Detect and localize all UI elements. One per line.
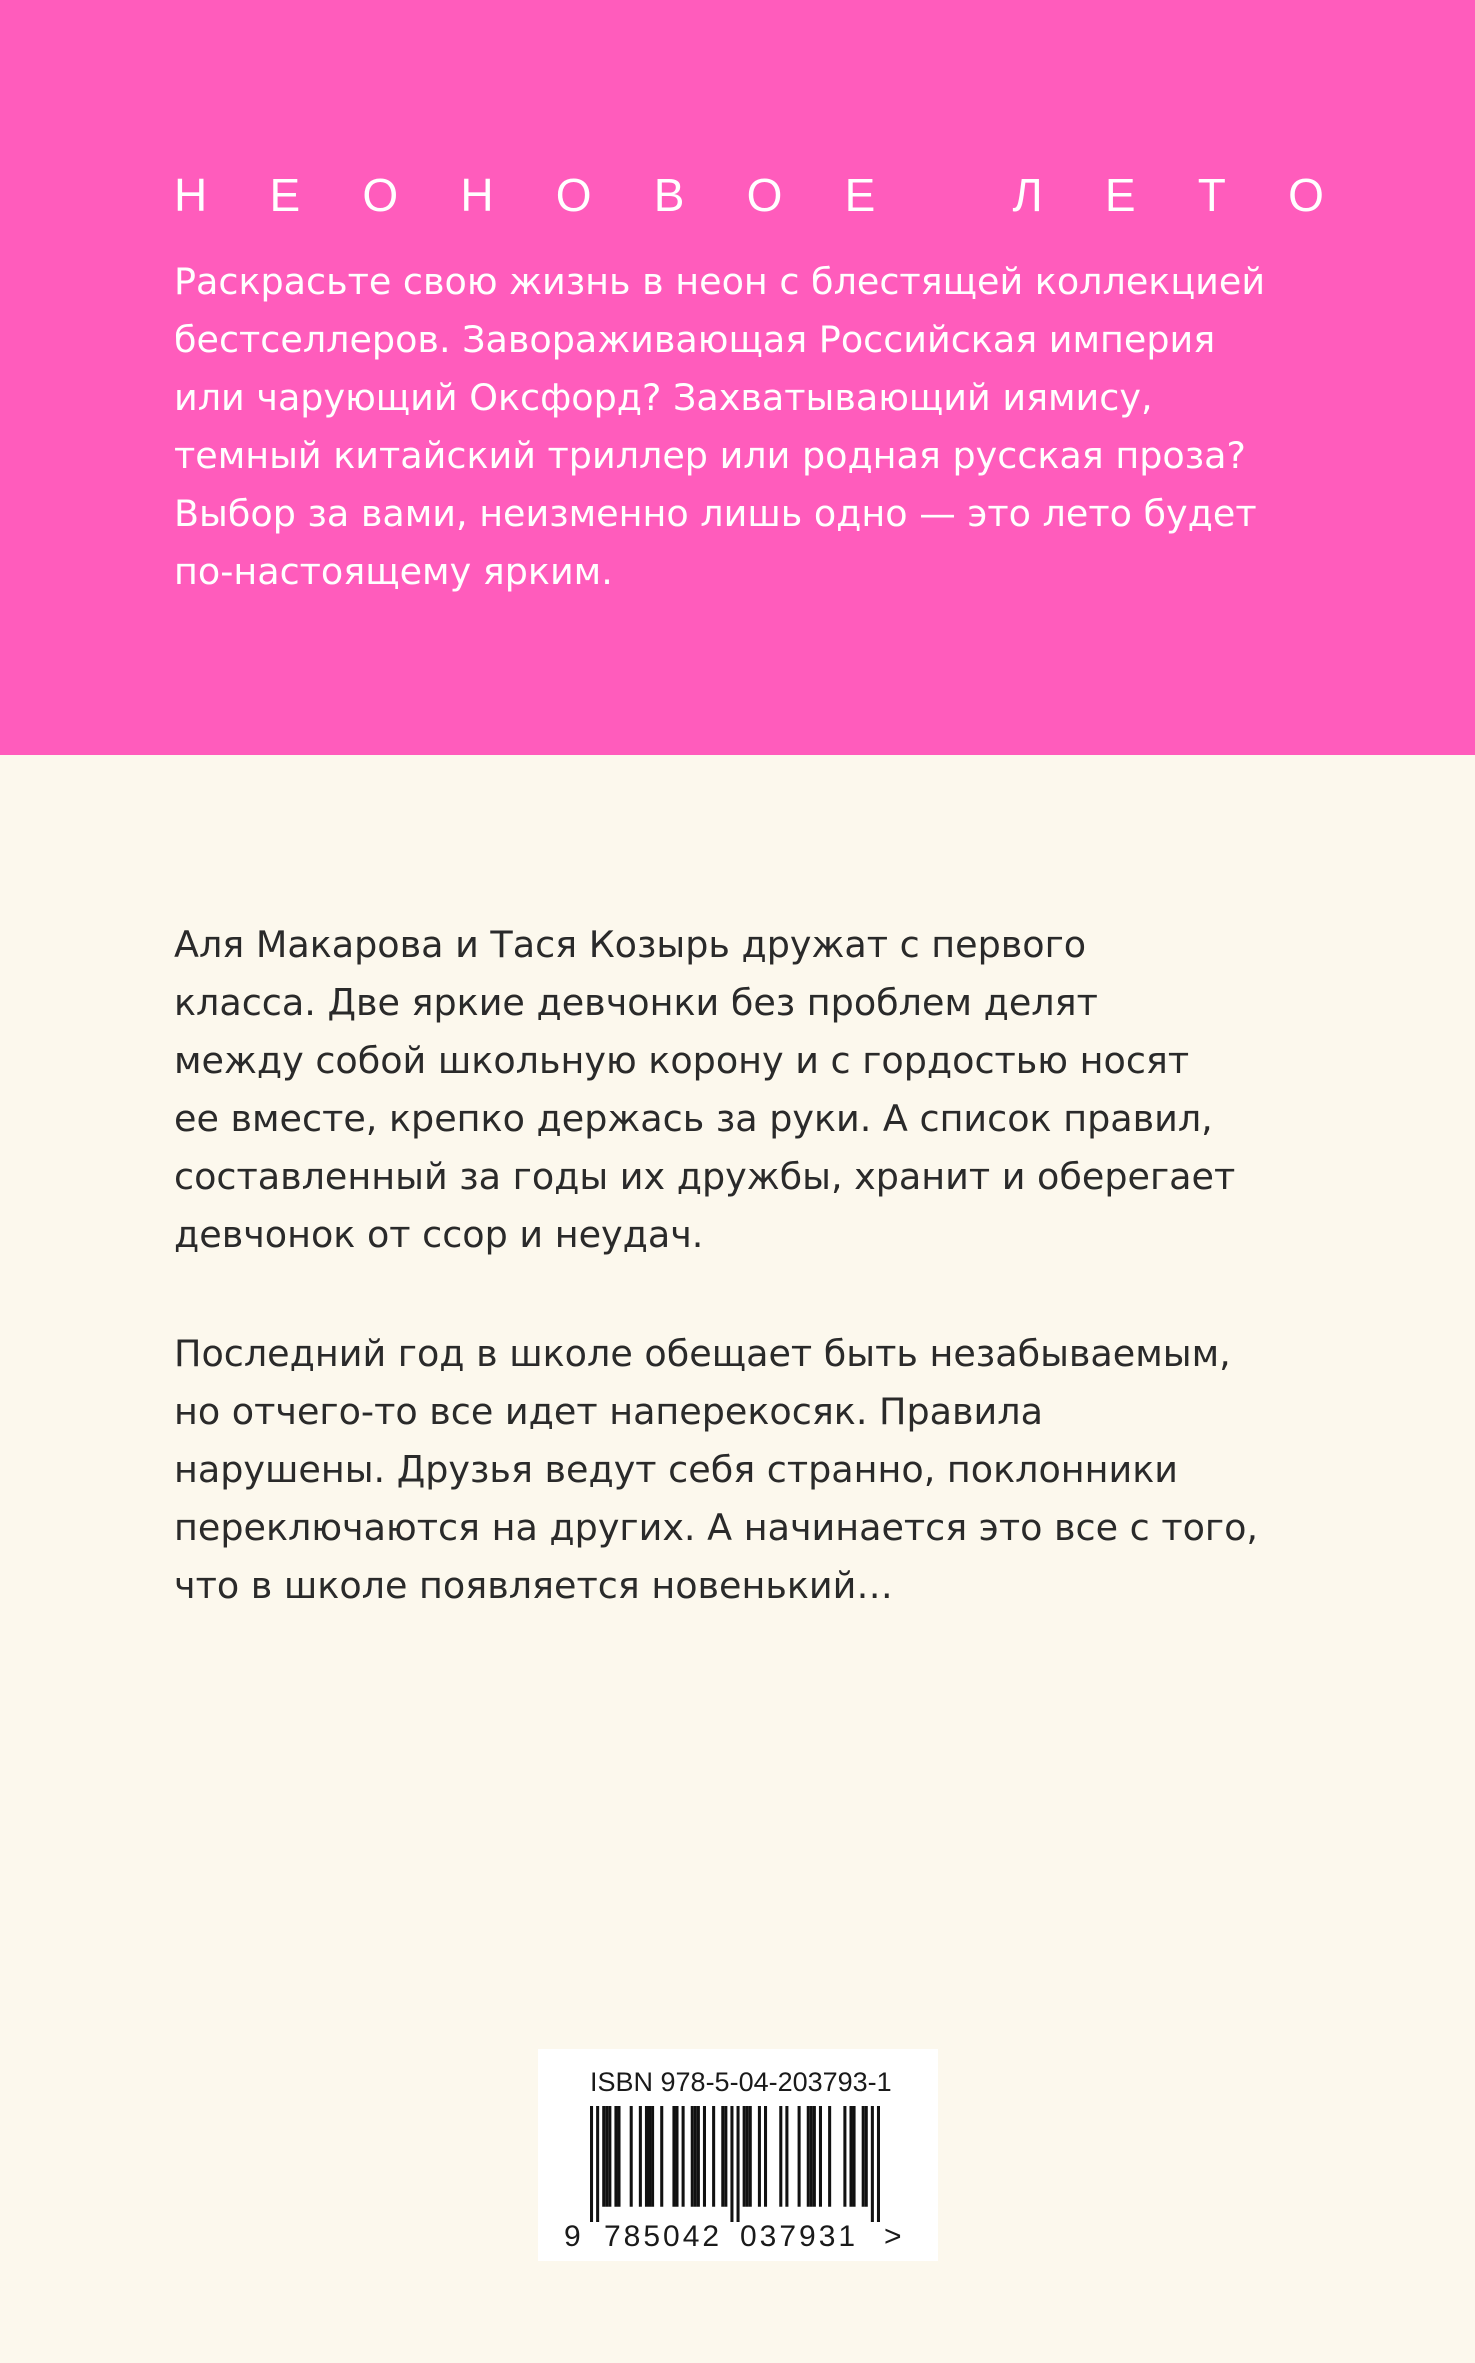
series-title-letter: О <box>362 169 399 221</box>
series-title-letter: Е <box>269 169 301 221</box>
barcode-digit-lead: 9 <box>564 2220 581 2253</box>
barcode-guard-bar <box>871 2106 874 2222</box>
barcode-bar <box>721 2106 724 2207</box>
barcode-bar <box>703 2106 706 2207</box>
barcode-bar <box>617 2106 620 2207</box>
series-title-letter: О <box>746 169 783 221</box>
series-title-letter: В <box>653 169 685 221</box>
barcode-bar <box>758 2106 761 2207</box>
series-blurb <box>174 253 1374 601</box>
barcode-bar <box>828 2106 831 2207</box>
annotation-line: что в школе появляется новенький… <box>174 1564 893 1607</box>
barcode-bar <box>630 2106 633 2207</box>
barcode-bar <box>862 2106 865 2207</box>
barcode-guard-bar <box>596 2106 599 2222</box>
barcode-bar <box>645 2106 648 2207</box>
series-title-letter: Л <box>1012 169 1043 221</box>
series-title-letter: Т <box>1197 169 1226 221</box>
barcode-bars <box>590 2106 880 2222</box>
barcode-bar <box>819 2106 822 2207</box>
annotation-line: класса. Две яркие девчонки без проблем делят <box>174 981 1098 1024</box>
annotation-paragraph-1 <box>174 916 1324 1264</box>
barcode-guard-bar <box>590 2106 593 2222</box>
barcode-bar <box>743 2106 746 2207</box>
barcode-bar <box>843 2106 846 2207</box>
barcode-bar <box>614 2106 617 2207</box>
isbn-label: ISBN 978-5-04-203793-1 <box>590 2067 892 2097</box>
blurb-line: бестселлеров. Завораживающая Российская империя <box>174 318 1216 361</box>
barcode-bar <box>865 2106 868 2207</box>
blurb-line: Выбор за вами, неизменно лишь одно — это лето будет <box>174 492 1257 535</box>
barcode-bar <box>682 2106 685 2207</box>
annotation-line: ее вместе, крепко держась за руки. А список правил, <box>174 1097 1213 1140</box>
barcode-bar <box>660 2106 663 2207</box>
annotation-line: Аля Макарова и Тася Козырь дружат с первого <box>174 923 1087 966</box>
barcode-bar <box>798 2106 801 2207</box>
barcode-bar <box>712 2106 715 2207</box>
annotation-line: нарушены. Друзья ведут себя странно, поклонники <box>174 1448 1179 1491</box>
barcode-bar <box>764 2106 767 2207</box>
annotation-line: но отчего-то все идет наперекосяк. Правила <box>174 1390 1043 1433</box>
barcode-digit-group-right: 037931 <box>740 2220 859 2253</box>
blurb-line: по-настоящему ярким. <box>174 550 613 593</box>
series-title-space <box>938 160 951 230</box>
blurb-line: темный китайский триллер или родная русская проза? <box>174 434 1246 477</box>
annotation-line: Последний год в школе обещает быть незабываемым, <box>174 1332 1231 1375</box>
annotation-paragraph-2 <box>174 1325 1324 1615</box>
barcode-bar <box>724 2106 727 2207</box>
barcode-bar <box>675 2106 678 2207</box>
annotation-line: девчонок от ссор и неудач. <box>174 1213 704 1256</box>
barcode-bar <box>605 2106 608 2207</box>
series-title-letter: Е <box>1104 169 1136 221</box>
barcode-bar <box>648 2106 651 2207</box>
barcode-bar <box>779 2106 782 2207</box>
series-title <box>174 160 1324 230</box>
series-title-letter: О <box>555 169 592 221</box>
barcode-digit-group-left: 785042 <box>604 2220 723 2253</box>
barcode-block <box>538 2049 938 2261</box>
barcode-bar <box>691 2106 694 2207</box>
barcode-image <box>590 2106 880 2222</box>
series-band <box>0 0 1475 755</box>
barcode-quiet-zone-marker: > <box>884 2220 902 2253</box>
series-title-letter: Н <box>174 169 208 221</box>
barcode-bar <box>807 2106 810 2207</box>
barcode-guard-bar <box>730 2106 733 2222</box>
barcode-bar <box>813 2106 816 2207</box>
barcode-bar <box>746 2106 749 2207</box>
barcode-bar <box>651 2106 654 2207</box>
series-title-letter: Н <box>460 169 494 221</box>
blurb-line: Раскрасьте свою жизнь в неон с блестящей коллекцией <box>174 260 1266 303</box>
barcode-bar <box>694 2106 697 2207</box>
barcode-bar <box>853 2106 856 2207</box>
barcode-bar <box>639 2106 642 2207</box>
barcode-guard-bar <box>737 2106 740 2222</box>
barcode-bar <box>608 2106 611 2207</box>
annotation-line: составленный за годы их дружбы, хранит и оберегает <box>174 1155 1236 1198</box>
annotation-line: между собой школьную корону и с гордостью носят <box>174 1039 1190 1082</box>
barcode-bar <box>785 2106 788 2207</box>
barcode-guard-bar <box>877 2106 880 2222</box>
barcode-bar <box>697 2106 700 2207</box>
blurb-line: или чарующий Оксфорд? Захватывающий иямису, <box>174 376 1153 419</box>
barcode-bar <box>849 2106 852 2207</box>
annotation-line: переключаются на других. А начинается это все с того, <box>174 1506 1259 1549</box>
barcode-bar <box>810 2106 813 2207</box>
barcode-bar <box>749 2106 752 2207</box>
series-title-letter: О <box>1288 169 1324 221</box>
barcode-bar <box>672 2106 675 2207</box>
barcode-bar <box>602 2106 605 2207</box>
series-title-letter: Е <box>844 169 876 221</box>
